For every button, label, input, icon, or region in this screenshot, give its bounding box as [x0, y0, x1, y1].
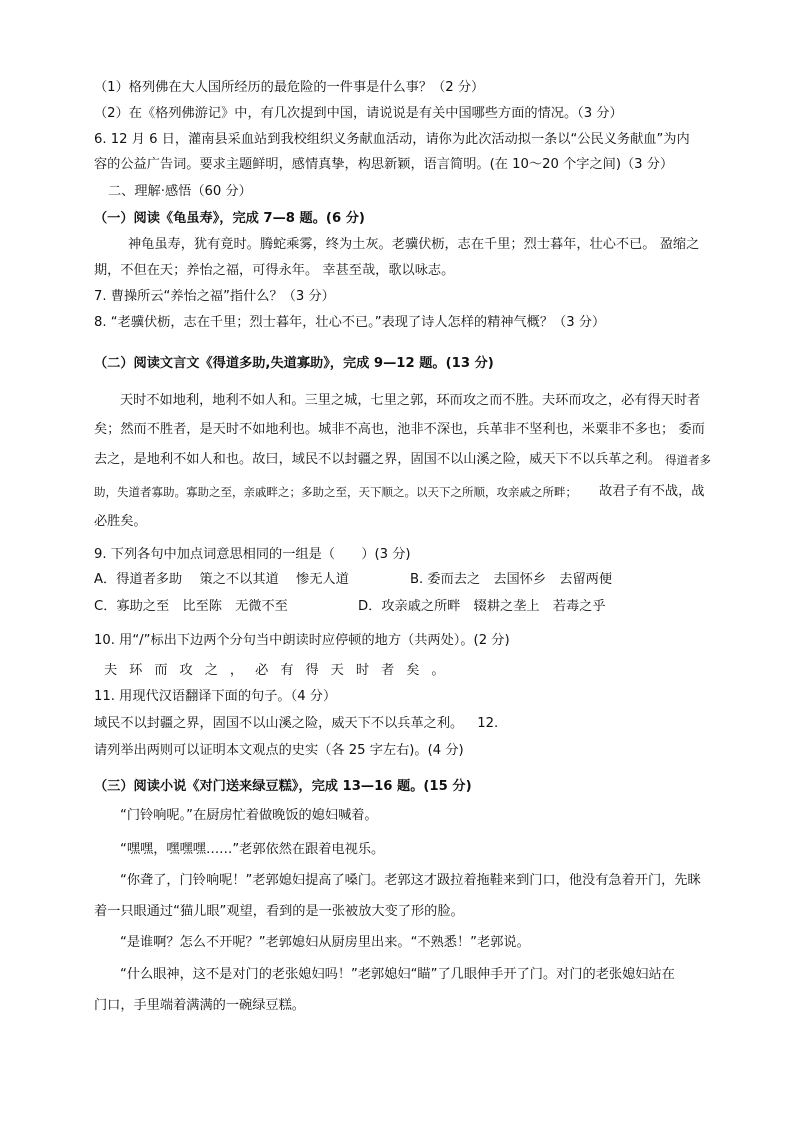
question-6-line1: 6. 12 月 6 日，灌南县采血站到我校组织义务献血活动，请你为此次活动拟一条以“公民义务献血”为内 [94, 132, 690, 147]
question-1: （1）格列佛在大人国所经历的最危险的一件事是什么事？（2 分） [94, 80, 485, 95]
question-11-text: 域民不以封疆之界，固国不以山溪之险，威天下不以兵革之利。 [94, 716, 464, 731]
option-d: D．攻亲戚之所畔 辍耕之垄上 若毒之乎 [358, 599, 606, 614]
question-8: 8. “老骥伏枥，志在千里；烈士暮年，壮心不已。”表现了诗人怎样的精神气概？（3 分） [94, 315, 606, 330]
question-10-sentence: 夫环而攻之，必有得天时者矣。 [104, 663, 457, 678]
question-12-number: 12. [477, 716, 499, 731]
passage-line4-end: 故君子有不战，战 [599, 484, 705, 499]
passage-line4-main: 助，失道者寡助。寡助之至，亲戚畔之；多助之至，天下顺之。以天下之所顺，攻亲戚之所畔； [94, 485, 577, 499]
question-7: 7. 曹操所云“养怡之福”指什么？（3 分） [94, 289, 335, 304]
passage-line3-end: 得道者多 [665, 453, 712, 467]
passage-line5: 必胜矣。 [94, 514, 147, 529]
passage-line4 [94, 482, 724, 502]
question-12: 请列举出两则可以证明本文观点的史实（各 25 字左右)。(4 分) [94, 743, 464, 758]
story-line7: 门口，手里端着满满的一碗绿豆糕。 [94, 998, 305, 1013]
passage-line2: 矣；然而不胜者，是天时不如地利也。城非不高也，池非不深也，兵革非不坚利也，米粟非不多也； 委而 [94, 422, 705, 437]
story-line1: “门铃响呢。”在厨房忙着做晚饭的媳妇喊着。 [120, 808, 378, 823]
story-line3: “你聋了，门铃响呢！”老郭媳妇提高了嗓门。老郭这才趿拉着拖鞋来到门口，他没有急着开门，先眯 [120, 873, 701, 888]
question-11: 11. 用现代汉语翻译下面的句子。（4 分） [94, 689, 337, 704]
section-2-heading: 二、理解·感悟（60 分） [108, 184, 252, 199]
subsection-1-heading: （一）阅读《龟虽寿》，完成 7—8 题。(6 分) [94, 211, 365, 226]
subsection-3-heading: （三）阅读小说《对门送来绿豆糕》，完成 13—16 题。(15 分) [94, 779, 472, 794]
passage-line3-main: 去之，是地利不如人和也。故曰，域民不以封疆之界，固国不以山溪之险，威天下不以兵革之利。 [94, 452, 662, 467]
story-line5: “是谁啊？怎么不开呢？”老郭媳妇从厨房里出来。“不熟悉！”老郭说。 [120, 935, 530, 950]
option-c: C．寡助之至 比至陈 无微不至 [94, 599, 288, 614]
passage-line3 [94, 450, 724, 470]
question-9-options-cd [94, 597, 724, 617]
poem-line1: 神龟虽寿，犹有竟时。腾蛇乘雾，终为土灰。老骥伏枥，志在千里；烈士暮年，壮心不已。 盈缩之 [128, 237, 700, 252]
question-9-options-ab [94, 570, 724, 590]
question-11-sentence [94, 714, 724, 734]
question-9: 9. 下列各句中加点词意思相同的一组是（ ）(3 分) [94, 547, 411, 562]
question-10: 10. 用“/”标出下边两个分句当中朗读时应停顿的地方（共两处）。(2 分) [94, 633, 510, 648]
passage-line1: 天时不如地利，地利不如人和。三里之城，七里之郭，环而攻之而不胜。夫环而攻之，必有得天时者 [120, 393, 701, 408]
story-line6: “什么眼神，这不是对门的老张媳妇吗！”老郭媳妇“瞄”了几眼伸手开了门。对门的老张媳妇站在 [120, 967, 675, 982]
subsection-2-heading: （二）阅读文言文《得道多助,失道寡助》，完成 9—12 题。(13 分) [94, 356, 494, 371]
option-a: A．得道者多助 策之不以其道 惨无人道 [94, 572, 349, 587]
question-6-line2: 容的公益广告词。要求主题鲜明，感情真挚，构思新颖，语言简明。(在 10～20 个字之间)（3 分） [94, 157, 674, 172]
story-line2: “嘿嘿，嘿嘿嘿……”老郭依然在跟着电视乐。 [120, 842, 385, 857]
option-b: B. 委而去之 去国怀乡 去留两便 [410, 572, 613, 587]
question-2: （2）在《格列佛游记》中，有几次提到中国，请说说是有关中国哪些方面的情况。（3 分） [94, 106, 623, 121]
poem-line2: 期，不但在天；养怡之福，可得永年。 幸甚至哉，歌以咏志。 [94, 263, 455, 278]
story-line4: 着一只眼通过“猫儿眼”观望，看到的是一张被放大变了形的脸。 [94, 904, 464, 919]
